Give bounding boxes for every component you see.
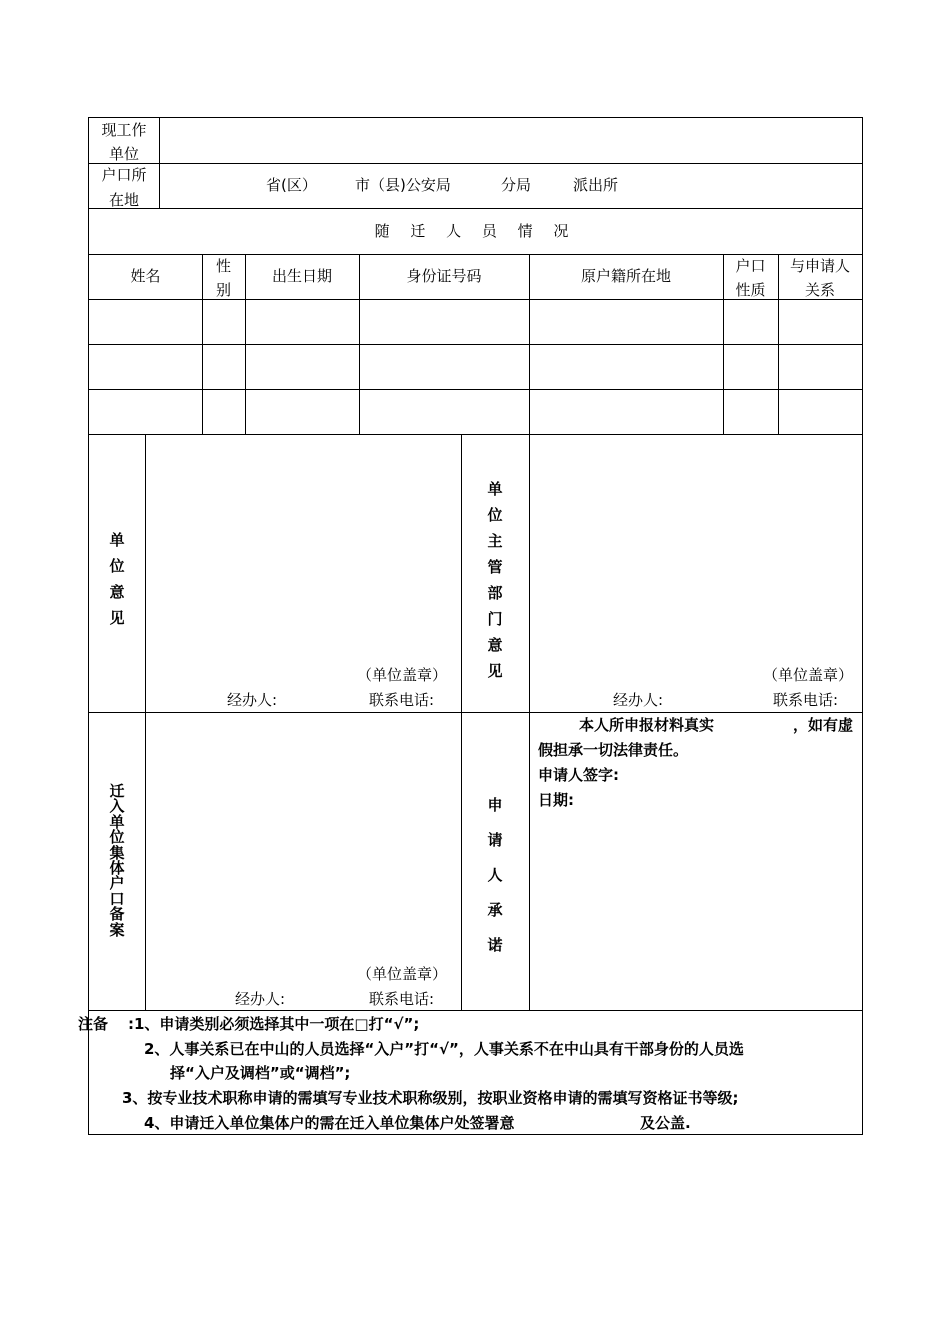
col-gender-2: 别 [215, 281, 231, 299]
notes-prefix: 注备 [78, 1015, 109, 1033]
work-unit-field[interactable] [160, 118, 862, 163]
col-birth-date: 出生日期 [271, 267, 332, 285]
col-gender-1: 性 [215, 257, 231, 275]
unit-phone-label: 联系电话: [369, 691, 435, 709]
city-bureau-label: 市（县)公安局 [355, 176, 451, 194]
note-1: :1、申请类别必须选择其中一项在□打“√”; [128, 1015, 420, 1033]
col-name: 姓名 [130, 267, 161, 285]
unit-opinion-label: 单 位 意 见 [109, 531, 125, 627]
row-divider [89, 1010, 862, 1011]
supervisor-seal-label: （单位盖章） [763, 666, 854, 684]
station-label: 派出所 [573, 176, 619, 194]
supervisor-opinion-label: 单 位 主 管 部 门 意 见 [487, 480, 503, 680]
table-row[interactable] [89, 345, 862, 389]
collective-record-label: 迁 入 单 位 集 体 户 口 备 案 [109, 782, 125, 939]
collective-handler-label: 经办人: [235, 990, 286, 1008]
unit-seal-label: （单位盖章） [357, 666, 448, 684]
promise-line1-a: 本人所申报材料真实 [579, 716, 715, 734]
row-divider [89, 434, 862, 435]
promise-line2: 假担承一切法律责任。 [538, 741, 689, 759]
hukou-location-label-1: 户口所 [101, 166, 147, 184]
collective-seal-label: （单位盖章） [357, 965, 448, 983]
row-divider [89, 163, 862, 164]
col-hukou-type-2: 性质 [735, 281, 766, 299]
col-relation-1: 与申请人 [789, 257, 850, 275]
work-unit-label-1: 现工作 [101, 121, 147, 139]
work-unit-label-2: 单位 [108, 145, 139, 163]
row-divider [89, 712, 862, 713]
accompanying-title: 随 迁 人 员 情 况 [374, 222, 577, 240]
col-hukou-type-1: 户口 [735, 257, 766, 275]
note-2b: 择“入户及调档”或“调档”; [170, 1064, 351, 1082]
promise-line1-b: ，如有虚 [793, 716, 854, 734]
col-origin: 原户籍所在地 [580, 267, 671, 285]
table-row[interactable] [89, 390, 862, 434]
note-3: 3、按专业技术职称申请的需填写专业技术职称级别，按职业资格申请的需填写资格证书等级; [122, 1089, 739, 1107]
signature-label: 申请人签字: [538, 766, 619, 784]
date-label: 日期: [538, 791, 574, 809]
col-relation-2: 关系 [804, 281, 835, 299]
supervisor-phone-label: 联系电话: [773, 691, 839, 709]
note-2a: 2、人事关系已在中山的人员选择“入户”打“√”，人事关系不在中山具有干部身份的人员选 [144, 1040, 744, 1058]
sub-bureau-label: 分局 [501, 176, 532, 194]
supervisor-handler-label: 经办人: [613, 691, 664, 709]
application-form-table [88, 117, 863, 1135]
col-divider [145, 434, 146, 1010]
unit-handler-label: 经办人: [227, 691, 278, 709]
note-4b: 及公盖. [640, 1114, 691, 1132]
hukou-location-label-2: 在地 [108, 191, 139, 209]
table-row[interactable] [89, 300, 862, 344]
note-4a: 4、申请迁入单位集体户的需在迁入单位集体户处签署意 [144, 1114, 515, 1132]
row-divider [89, 208, 862, 209]
collective-phone-label: 联系电话: [369, 990, 435, 1008]
province-label: 省(区） [266, 176, 317, 194]
col-id-number: 身份证号码 [406, 267, 482, 285]
applicant-promise-label: 申 请 人 承 诺 [487, 796, 503, 954]
